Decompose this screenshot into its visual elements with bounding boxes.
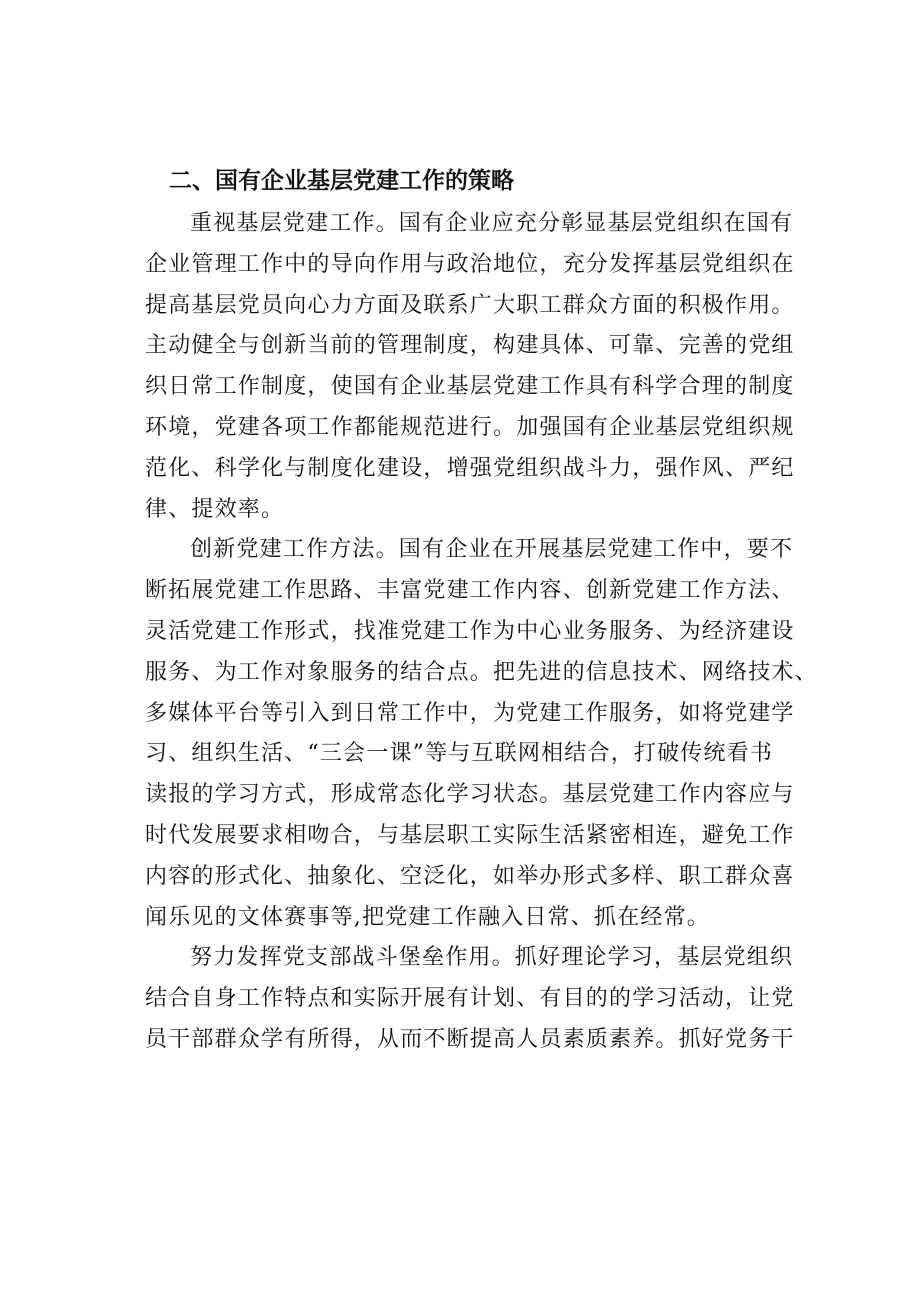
paragraph-line: 结合自身工作特点和实际开展有计划、有目的的学习活动，让党 (145, 986, 795, 1012)
paragraph-line: 织日常工作制度，使国有企业基层党建工作具有科学合理的制度 (145, 374, 795, 400)
paragraph-line: 服务、为工作对象服务的结合点。把先进的信息技术、网络技术、 (145, 659, 818, 685)
paragraph-line: 努力发挥党支部战斗堡垒作用。抓好理论学习，基层党组织 (190, 945, 794, 971)
paragraph-line: 员干部群众学有所得，从而不断提高人员素质素养。抓好党务干 (145, 1026, 795, 1052)
paragraph-line: 内容的形式化、抽象化、空泛化，如举办形式多样、职工群众喜 (145, 863, 795, 889)
paragraph-line: 重视基层党建工作。国有企业应充分彰显基层党组织在国有 (190, 211, 794, 236)
paragraph-line: 环境，党建各项工作都能规范进行。加强国有企业基层党组织规 (145, 414, 795, 440)
paragraph-line: 灵活党建工作形式，找准党建工作为中心业务服务、为经济建设 (145, 618, 795, 644)
paragraph-line: 提高基层党员向心力方面及联系广大职工群众方面的积极作用。 (145, 292, 795, 318)
section-heading: 二、国有企业基层党建工作的策略 (169, 168, 514, 194)
paragraph-line: 时代发展要求相吻合，与基层职工实际生活紧密相连，避免工作 (145, 822, 795, 848)
paragraph-line: 读报的学习方式，形成常态化学习状态。基层党建工作内容应与 (145, 782, 795, 808)
paragraph-2 (145, 530, 818, 938)
paragraph-line: 企业管理工作中的导向作用与政治地位，充分发挥基层党组织在 (145, 251, 795, 277)
paragraph-line: 主动健全与创新当前的管理制度，构建具体、可靠、完善的党组 (145, 333, 795, 359)
paragraph-1 (145, 204, 810, 530)
paragraph-line: 闻乐见的文体赛事等,把党建工作融入日常、抓在经常。 (145, 904, 710, 930)
paragraph-line: 习、组织生活、“三会一课”等与互联网相结合，打破传统看书 (145, 741, 774, 767)
paragraph-3 (145, 938, 810, 1060)
paragraph-line: 范化、科学化与制度化建设，增强党组织战斗力，强作风、严纪 (145, 455, 795, 481)
paragraph-line: 多媒体平台等引入到日常工作中，为党建工作服务，如将党建学 (145, 700, 795, 726)
paragraph-line: 断拓展党建工作思路、丰富党建工作内容、创新党建工作方法、 (145, 578, 795, 604)
paragraph-line: 创新党建工作方法。国有企业在开展基层党建工作中，要不 (190, 537, 794, 563)
paragraph-line: 律、提效率。 (145, 496, 285, 522)
document-body (145, 158, 818, 1061)
